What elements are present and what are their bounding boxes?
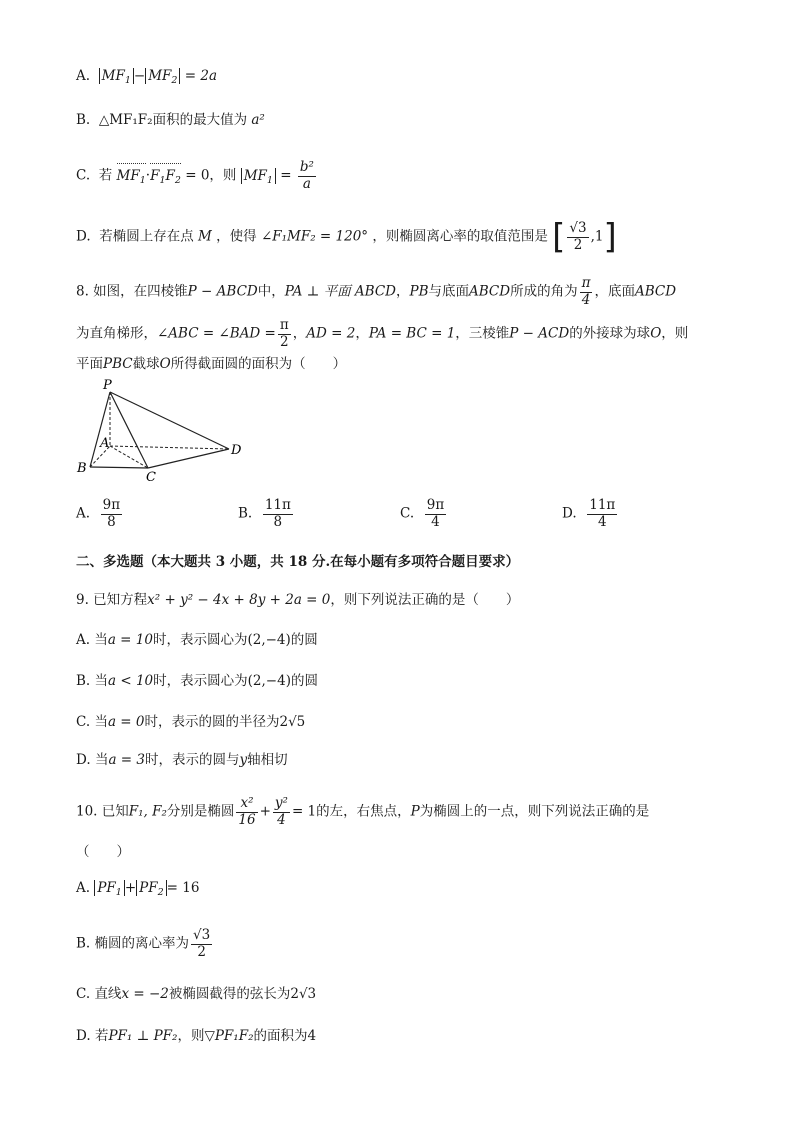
left-bracket: [ <box>552 217 566 257</box>
edge-cd <box>148 449 229 468</box>
abs-mf2: $MF_2$ <box>145 68 180 84</box>
fraction-x2-over-16: $\frac{\text{x²}}{16}$ <box>238 795 256 828</box>
q7-option-b: B. △MF₁F₂面积的最大值为 a² <box>76 112 265 128</box>
q9-option-b[interactable]: B. 当a < 10时，表示圆心为(2,−4)的圆 <box>76 673 318 689</box>
fraction-sqrt3-over-2: $\frac{√3}{2}$ <box>569 219 587 253</box>
abs-mf1-c: $MF_1$ <box>241 168 276 184</box>
q8-choice-b[interactable]: B. $\frac{11\pi}{8}$ <box>238 497 291 530</box>
fraction-sqrt3-over-2-b: $\frac{√3}{2}$ <box>193 927 211 960</box>
q9-option-d[interactable]: D. 当a = 3时，表示的圆与y轴相切 <box>76 752 288 768</box>
q10-option-b[interactable]: B. 椭圆的离心率为 $\frac{√3}{2}$ <box>76 927 211 960</box>
edge-bc <box>90 467 148 468</box>
edge-pb <box>90 392 110 467</box>
edge-ad-hidden <box>110 446 229 449</box>
edge-pd <box>110 392 229 449</box>
section-heading: 二、多选题（本大题共 3 小题，共 18 分.在每小题有多项符合题目要求） <box>76 554 520 570</box>
q8-stem-line-3: 平面PBC截球O所得截面圆的面积为（ ） <box>76 356 347 372</box>
vector-mf1: $MF_1$ <box>117 166 146 191</box>
q7-option-d: D. 若椭圆上存在点 M ，使得 ∠F₁MF₂ = 120° ，则椭圆离心率的取值范围是 [ $\frac{√3}{2}$ ,1] <box>76 217 617 257</box>
q7-option-c: C. 若 $MF_1\cdot F_1F_2 = 0$，则 $MF_1$ = $\frac{\text{b²}}{a}$ <box>76 159 314 192</box>
q8-choice-d[interactable]: D. $\frac{11\pi}{4}$ <box>562 497 616 530</box>
fraction-b2-over-a: $\frac{\text{b²}}{a}$ <box>299 159 314 192</box>
fraction-y2-over-4: $\frac{\text{y²}}{4}$ <box>274 795 288 828</box>
q10-option-a[interactable]: A. $PF_1 + PF_2 = 16$ <box>76 880 200 898</box>
q9-stem: 9. 已知方程x² + y² − 4x + 8y + 2a = 0，则下列说法正确的是（ ） <box>76 592 520 608</box>
pyramid-figure <box>72 376 252 486</box>
q8-stem-line-2: 为直角梯形，∠ABC = ∠BAD = $\frac{\pi}{2}$ ，AD = 2，PA = BC = 1，三棱锥P − ACD的外接球为球O，则 <box>76 317 689 350</box>
q9-option-a[interactable]: A. 当a = 10时，表示圆心为(2,−4)的圆 <box>76 632 318 648</box>
right-bracket: ] <box>603 217 617 257</box>
vector-f1f2: $F_1F_2$ <box>150 166 181 191</box>
q8-choice-a[interactable]: A. $\frac{9\pi}{8}$ <box>76 497 121 530</box>
q9-option-c[interactable]: C. 当a = 0时，表示的圆的半径为2√5 <box>76 714 306 730</box>
fraction-pi-over-2: $\frac{\pi}{2}$ <box>279 317 289 350</box>
q8-choice-c[interactable]: C. $\frac{9\pi}{4}$ <box>400 497 445 530</box>
fraction-pi-over-4: $\frac{\pi}{4}$ <box>581 275 591 308</box>
q10-stem: 10. 已知F₁, F₂分别是椭圆 $\frac{\text{x²}}{16}$ + $\frac{\text{y²}}{4}$ = 1的左，右焦点，P为椭圆上的一点，则下列说法正确的是 <box>76 795 650 828</box>
abs-mf1: $MF_1$ <box>99 68 134 84</box>
label-c: C <box>146 470 156 485</box>
q7-option-a: A. $MF_1 - MF_2 = 2a$ <box>76 68 217 86</box>
label-p: P <box>103 378 112 393</box>
q10-option-c[interactable]: C. 直线x = −2被椭圆截得的弦长为2√3 <box>76 986 317 1002</box>
q8-stem-line-1: 8. 如图，在四棱锥P − ABCD中，PA ⊥ 平面 ABCD，PB与底面ABCD所成的角为 $\frac{\pi}{4}$ ，底面ABCD <box>76 275 677 308</box>
label-a: A <box>100 436 110 451</box>
label-d: D <box>231 443 242 458</box>
label-b: B <box>77 461 87 476</box>
q10-paren: （ ） <box>76 844 130 860</box>
q10-option-d[interactable]: D. 若PF₁ ⊥ PF₂，则▽PF₁F₂的面积为4 <box>76 1028 317 1044</box>
